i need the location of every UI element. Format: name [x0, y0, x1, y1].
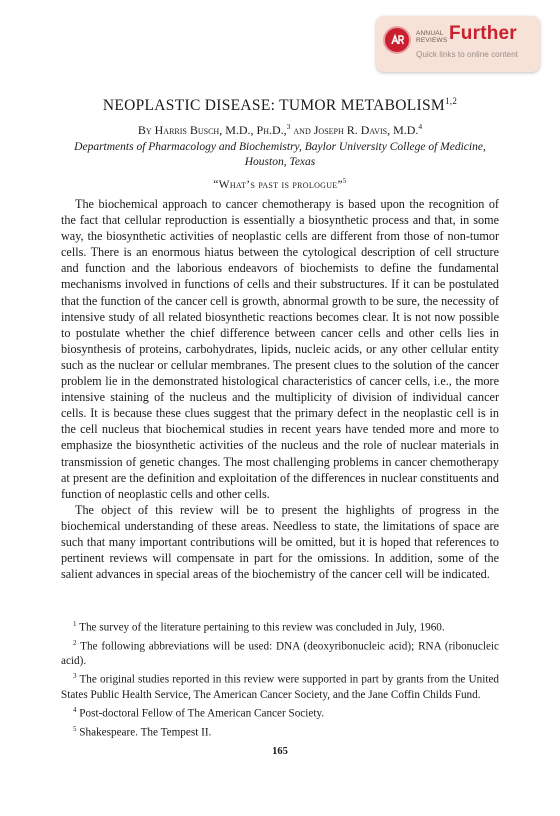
author-1-footnote-mark: 3 [286, 122, 291, 131]
annual-reviews-logo-icon [385, 28, 409, 52]
footnote-1 [61, 617, 499, 636]
footnote-3-mark: 3 [73, 672, 77, 681]
footnote-4-mark: 4 [73, 706, 77, 715]
epigraph [40, 177, 520, 191]
article-title-text: NEOPLASTIC DISEASE: TUMOR METABOLISM [102, 97, 445, 115]
article-affiliation: Departments of Pharmacology and Biochemistry, Baylor University College of Medicine, Houston, Texas [74, 141, 486, 168]
title-footnote-marks: 1,2 [444, 96, 458, 106]
footnote-3-text: The original studies reported in this review were supported in part by grants from the United States Public Health Service, The American Cancer Society, and the Jane Coffin Childs Fund. [61, 674, 499, 702]
author-1: Harris Busch, M.D., Ph.D., [154, 123, 287, 137]
badge-publisher-text [416, 30, 447, 44]
badge-further-text: Further [449, 23, 517, 44]
footnote-1-text: The survey of the literature pertaining to this review was concluded in July, 1960. [79, 621, 445, 634]
footnote-2-text: The following abbreviations will be used: DNA (deoxyribonucleic acid); RNA (ribonucleic acid). [61, 640, 499, 668]
article-title [40, 96, 520, 115]
authors-and: and [293, 123, 311, 137]
author-2-footnote-mark: 4 [418, 122, 423, 131]
badge-tagline: Quick links to online content [416, 50, 518, 59]
author-2: Joseph R. Davis, M.D. [313, 123, 419, 137]
footnote-5-mark: 5 [73, 724, 77, 733]
footnote-5 [61, 722, 499, 741]
badge-reviews-text: REVIEWS [416, 37, 448, 44]
page-number: 165 [272, 746, 288, 757]
footnote-5-text: Shakespeare. The Tempest II. [79, 726, 212, 739]
badge-annual-text: ANNUAL [416, 30, 444, 37]
footnote-2 [61, 636, 499, 670]
footnote-1-mark: 1 [73, 620, 77, 628]
footnote-2-mark: 2 [73, 638, 77, 647]
authors-prefix: By [137, 123, 152, 137]
body-paragraph-2: The object of this review will be to present the highlights of progress in the biochemical understanding of these areas. Needless to state, the limitations of space are such that many important contributions will be omitted, but it is hoped that references to pertinent reviews will compensate in part for the omissions. In addition, some of the salient advances in special areas of the biochemistry of the cancer cell will be indicated. [61, 502, 499, 582]
article-body [61, 196, 499, 582]
epigraph-text: “What’s past is prologue” [213, 178, 343, 191]
annual-reviews-further-badge[interactable] [376, 16, 540, 72]
body-paragraph-1: The biochemical approach to cancer chemotherapy is based upon the recognition of the fact that cellular reproduction is essentially a biosynthetic process and that, in some way, the biosynthetic activities of neoplastic cells are different from those of non-tumor cells. There is an enormous hiatus between the cytological description of cell structure and function and the laborious endeavors of biochemists to define the fundamental mechanisms involved in functions of cells and their substructures. If it can be postulated that the function of the cancer cell is growth, abnormal growth to be sure, the necessity of intensive study of all related biosynthetic reactions becomes clear. It is not now possible to postulate whether the chief difference between cancer cells and other cells lies in biosynthesis of proteins, carbohydrates, lipids, nucleic acids, or any other cellular entity such as the nuclear or cellular membranes. The present clues to the solution of the cancer problem lie in the demonstrated histological characteristics of cancer cells, i.e., the more intensive staining of the nucleus and the multiplicity of division of individual cancer cells. It is because these clues suggest that the primary defect in the neoplastic cell is in the cell nucleus that biochemical studies in recent years have tended more and more to emphasize the biosynthetic activities of the nucleus and the role of nuclear materials in transmission of genetic changes. The most challenging problems in cancer chemotherapy at present are the definition and exploitation of the differences in nuclear constituents and function of neoplastic cells and other cells. [61, 197, 499, 501]
footnote-4 [61, 703, 499, 722]
epigraph-footnote-mark: 5 [342, 177, 347, 185]
footnote-3 [61, 669, 499, 703]
article-authors [40, 122, 520, 138]
footnote-4-text: Post-doctoral Fellow of The American Cancer Society. [79, 707, 325, 720]
footnotes [61, 617, 499, 741]
